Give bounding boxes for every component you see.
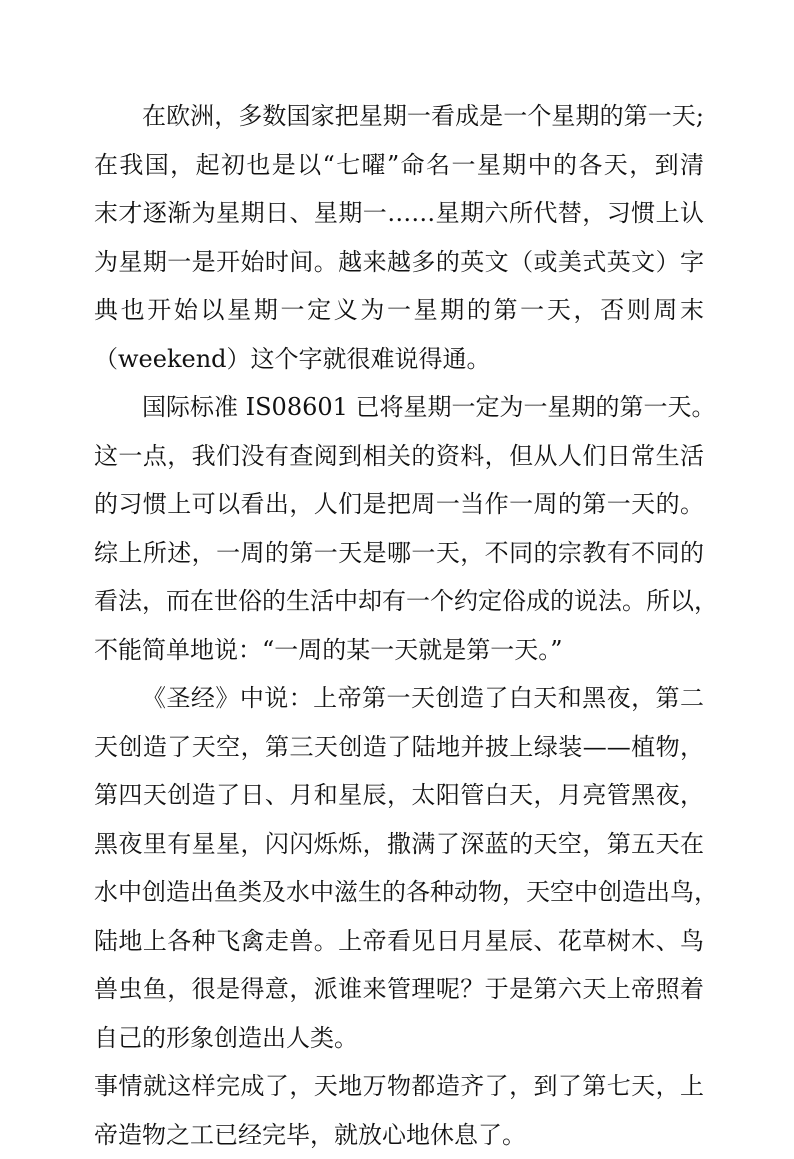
paragraph-3-line-8: 自己的形象创造出人类。 xyxy=(94,1014,704,1063)
paragraph-2-line-3: 的习惯上可以看出，人们是把周一当作一周的第一天的。 xyxy=(94,480,704,529)
paragraph-2-line-5: 看法，而在世俗的生活中却有一个约定俗成的说法。所以， xyxy=(94,577,704,626)
paragraph-2-line-2: 这一点，我们没有查阅到相关的资料，但从人们日常生活 xyxy=(94,432,704,481)
paragraph-3-line-5: 水中创造出鱼类及水中滋生的各种动物，天空中创造出鸟， xyxy=(94,868,704,917)
paragraph-4-line-2: 帝造物之工已经完毕，就放心地休息了。 xyxy=(94,1111,704,1159)
paragraph-2-line-4: 综上所述，一周的第一天是哪一天，不同的宗教有不同的 xyxy=(94,529,704,578)
document-body xyxy=(94,92,704,1159)
paragraph-1-line-5: 典也开始以星期一定义为一星期的第一天，否则周末 xyxy=(94,286,704,335)
paragraph-2-line-6: 不能简单地说：“一周的某一天就是第一天。” xyxy=(94,626,704,675)
paragraph-3-line-1: 《圣经》中说：上帝第一天创造了白天和黑夜，第二 xyxy=(94,674,704,723)
paragraph-2-line-1: 国际标准 IS08601 已将星期一定为一星期的第一天。 xyxy=(94,383,704,432)
paragraph-1-line-6: （weekend）这个字就很难说得通。 xyxy=(94,335,704,384)
paragraph-1-line-4: 为星期一是开始时间。越来越多的英文（或美式英文）字 xyxy=(94,238,704,287)
paragraph-1-line-3: 末才逐渐为星期日、星期一……星期六所代替，习惯上认 xyxy=(94,189,704,238)
paragraph-3-line-3: 第四天创造了日、月和星辰，太阳管白天，月亮管黑夜， xyxy=(94,771,704,820)
paragraph-3-line-2: 天创造了天空，第三天创造了陆地并披上绿装——植物， xyxy=(94,723,704,772)
paragraph-3-line-4: 黑夜里有星星，闪闪烁烁，撒满了深蓝的天空，第五天在 xyxy=(94,820,704,869)
paragraph-3-line-6: 陆地上各种飞禽走兽。上帝看见日月星辰、花草树木、鸟 xyxy=(94,917,704,966)
paragraph-4-line-1: 事情就这样完成了，天地万物都造齐了，到了第七天，上 xyxy=(94,1062,704,1111)
paragraph-1-line-2: 在我国，起初也是以“七曜”命名一星期中的各天，到清 xyxy=(94,141,704,190)
paragraph-1-line-1: 在欧洲，多数国家把星期一看成是一个星期的第一天; xyxy=(94,92,704,141)
paragraph-3-line-7: 兽虫鱼，很是得意，派谁来管理呢？于是第六天上帝照着 xyxy=(94,965,704,1014)
